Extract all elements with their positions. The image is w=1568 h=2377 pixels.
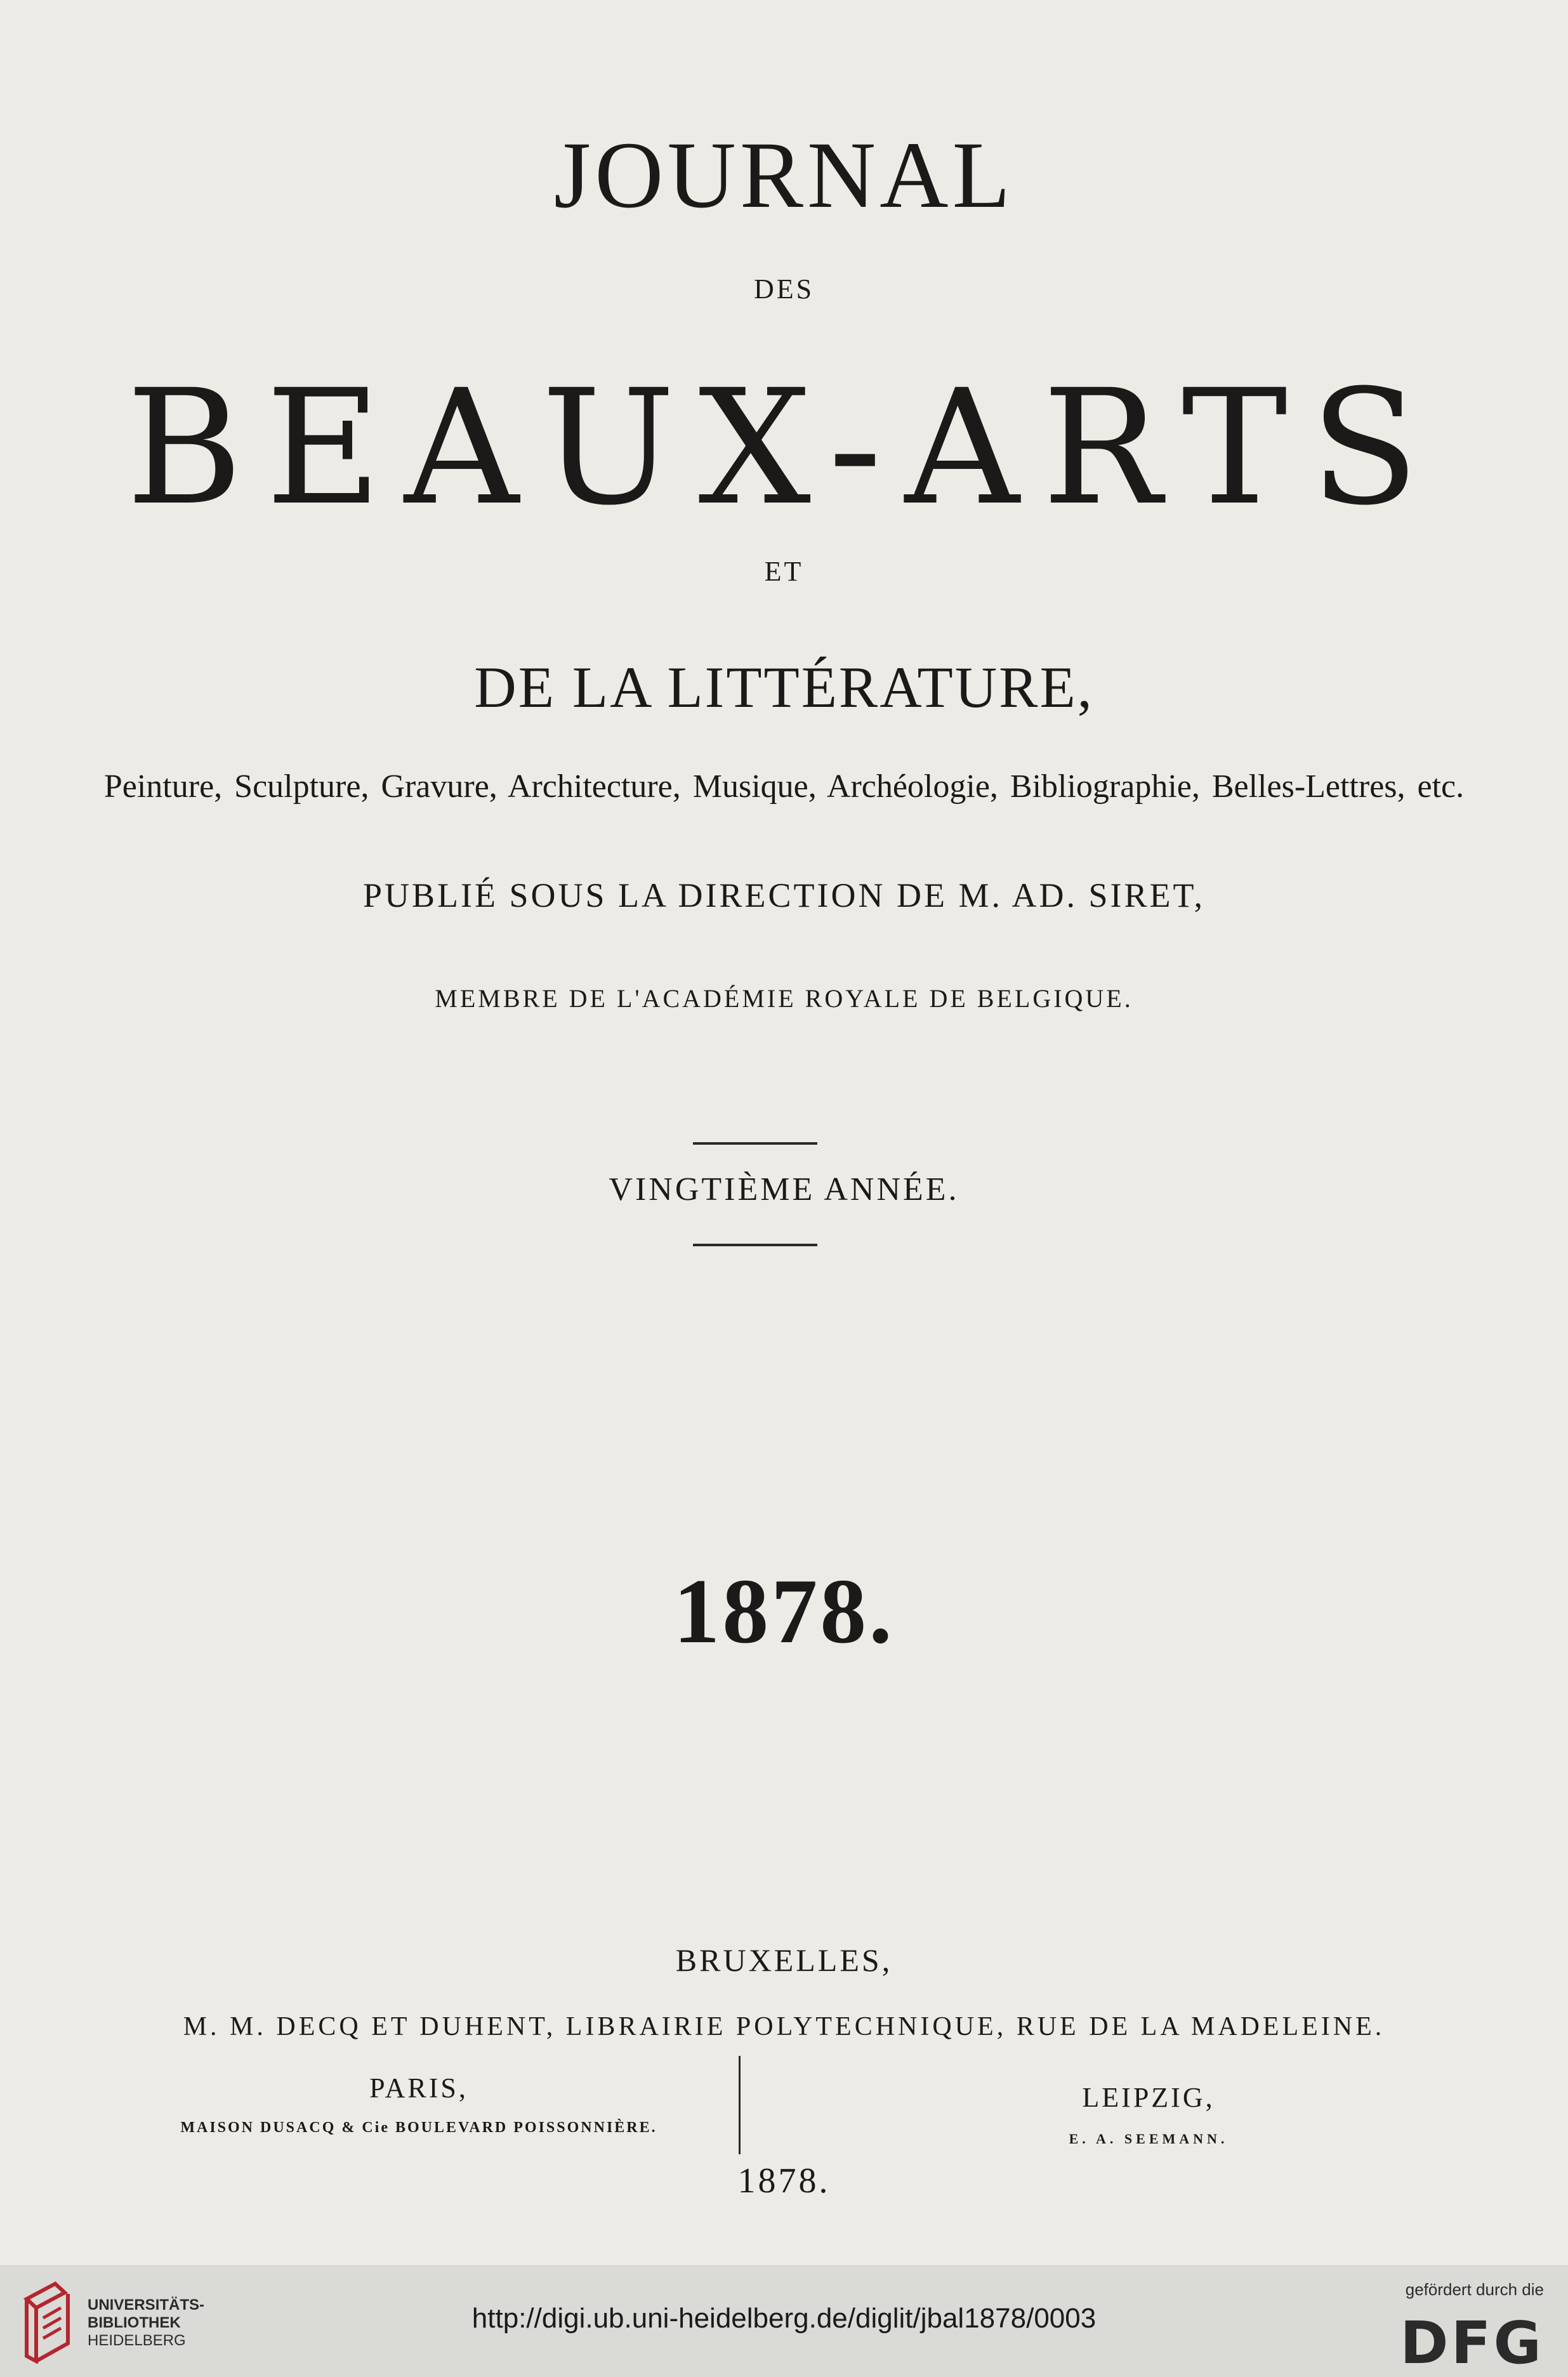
page-url-link[interactable]: http://digi.ub.uni-heidelberg.de/diglit/jbal1878/0003	[471, 2303, 1097, 2334]
funded-by-label: gefördert durch die	[1405, 2280, 1544, 2299]
beaux-arts-title: BEAUX-ARTS	[126, 355, 1442, 540]
academy-line: MEMBRE DE L'ACADÉMIE ROYALE DE BELGIQUE.	[435, 984, 1133, 1013]
des-word: DES	[753, 273, 815, 305]
footer-bar	[0, 2265, 1568, 2377]
city-paris: PARIS,	[369, 2072, 468, 2104]
et-word: ET	[764, 556, 804, 587]
litterature-title: DE LA LITTÉRATURE,	[474, 655, 1094, 720]
library-name-line3: HEIDELBERG	[88, 2332, 186, 2349]
city-leipzig: LEIPZIG,	[1082, 2082, 1215, 2113]
divider-top	[693, 1142, 817, 1145]
paris-publisher: MAISON DUSACQ & Cie BOULEVARD POISSONNIÈRE.	[180, 2119, 657, 2136]
publication-year-small: 1878.	[737, 2161, 831, 2201]
subjects-line: Peinture, Sculpture, Gravure, Architecture, Musique, Archéologie, Bibliographie, Belles-Lettres, etc.	[103, 768, 1465, 805]
city-bruxelles: BRUXELLES,	[675, 1942, 893, 1978]
divider-bottom	[693, 1244, 817, 1246]
library-name-line2: BIBLIOTHEK	[88, 2314, 181, 2331]
library-name-line1: UNIVERSITÄTS-	[88, 2296, 205, 2314]
leipzig-publisher: E. A. SEEMANN.	[1069, 2131, 1229, 2147]
column-divider	[739, 2056, 741, 2154]
dfg-logo: DFG	[1400, 2309, 1544, 2377]
edition-year-text: VINGTIÈME ANNÉE.	[609, 1171, 959, 1208]
direction-line: PUBLIÉ SOUS LA DIRECTION DE M. AD. SIRET,	[362, 876, 1206, 914]
journal-heading: JOURNAL	[553, 122, 1015, 228]
publication-year-large: 1878.	[673, 1560, 895, 1663]
publisher-line: M. M. DECQ ET DUHENT, LIBRAIRIE POLYTECHNIQUE, RUE DE LA MADELEINE.	[183, 2012, 1385, 2041]
